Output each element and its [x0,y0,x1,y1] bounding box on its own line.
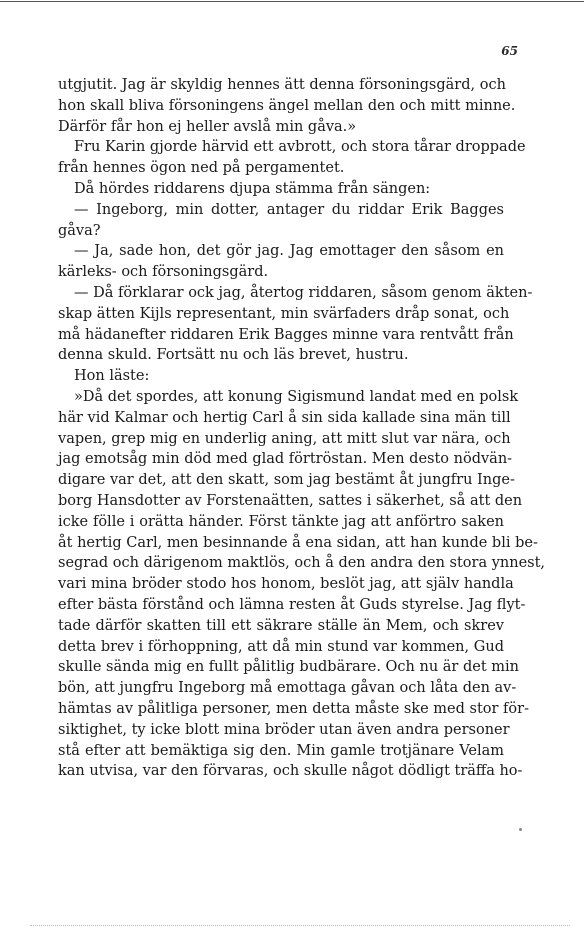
text-line: — Ingeborg, min dotter, antager du riddar Erik Bagges [74,201,504,218]
text-line: tade därför skatten till ett säkrare ställe än Mem, och skrev [58,617,504,634]
text-line: — Då förklarar ock jag, återtog riddaren, såsom genom äkten- [74,284,533,301]
text-line: jag emotsåg min död med glad förtröstan. Men desto nödvän- [58,451,513,468]
text-line: — Ja, sade hon, det gör jag. Jag emottager den såsom en [74,243,504,260]
text-line: hon skall bliva försoningens ängel mellan den och mitt minne. [58,97,516,114]
top-rule [0,1,584,2]
body-text [58,75,546,782]
text-line: Hon läste: [74,368,150,385]
page-number: 65 [501,44,518,58]
text-line: detta brev i förhoppning, att då min stund var kommen, Gud [58,638,504,655]
text-line: gåva? [58,222,101,239]
text-line: utgjutit. Jag är skyldig hennes ätt denna försoningsgärd, och [58,77,506,93]
text-line: kärleks- och försoningsgärd. [58,264,269,281]
text-line: Då hördes riddarens djupa stämma från sängen: [74,180,431,197]
text-line: denna skuld. Fortsätt nu och läs brevet, hustru. [58,347,409,364]
text-line: kan utvisa, var den förvaras, och skulle något dödligt träffa ho- [58,763,523,780]
text-line: borg Hansdotter av Forstenaätten, sattes i säkerhet, så att den [58,492,523,509]
text-line: Fru Karin gjorde härvid ett avbrott, och stora tårar droppade [74,139,526,156]
text-line: stå efter att bemäktiga sig den. Min gamle trotjänare Velam [58,742,504,759]
text-line: Därför får hon ej heller avslå min gåva.» [58,118,357,135]
text-line: här vid Kalmar och hertig Carl å sin sida kallade sina män till [58,409,511,426]
text-line: hämtas av pålitliga personer, men detta måste ske med stor för- [58,700,529,717]
text-line: »Då det spordes, att konung Sigismund landat med en polsk [74,388,519,405]
text-line: skulle sända mig en fullt pålitlig budbärare. Och nu är det min [58,659,519,676]
text-line: segrad och därigenom maktlös, och å den andra den stora ynnest, [58,555,546,572]
text-line: digare var det, att den skatt, som jag bestämt åt jungfru Inge- [58,472,515,489]
text-line: efter bästa förstånd och lämna resten åt Guds styrelse. Jag flyt- [58,596,526,613]
text-line: må hädanefter riddaren Erik Bagges minne vara rentvått från [58,326,514,343]
text-line: icke fölle i orätta händer. Först tänkte jag att anförtro saken [58,513,504,530]
text-line: vari mina bröder stodo hos honom, beslöt jag, att själv handla [58,576,514,593]
bottom-edge-marks [30,925,570,928]
print-speck [519,828,522,831]
text-line: bön, att jungfru Ingeborg må emottaga gåvan och låta den av- [58,680,517,697]
text-line: siktighet, ty icke blott mina bröder utan även andra personer [58,721,510,738]
text-line: åt hertig Carl, men besinnande å ena sidan, att han kunde bli be- [58,534,538,551]
text-line: vapen, grep mig en underlig aning, att mitt slut var nära, och [58,430,511,447]
text-line: från hennes ögon ned på pergamentet. [58,160,345,177]
text-line: skap ätten Kijls representant, min svärfaders dråp sonat, och [58,305,510,322]
